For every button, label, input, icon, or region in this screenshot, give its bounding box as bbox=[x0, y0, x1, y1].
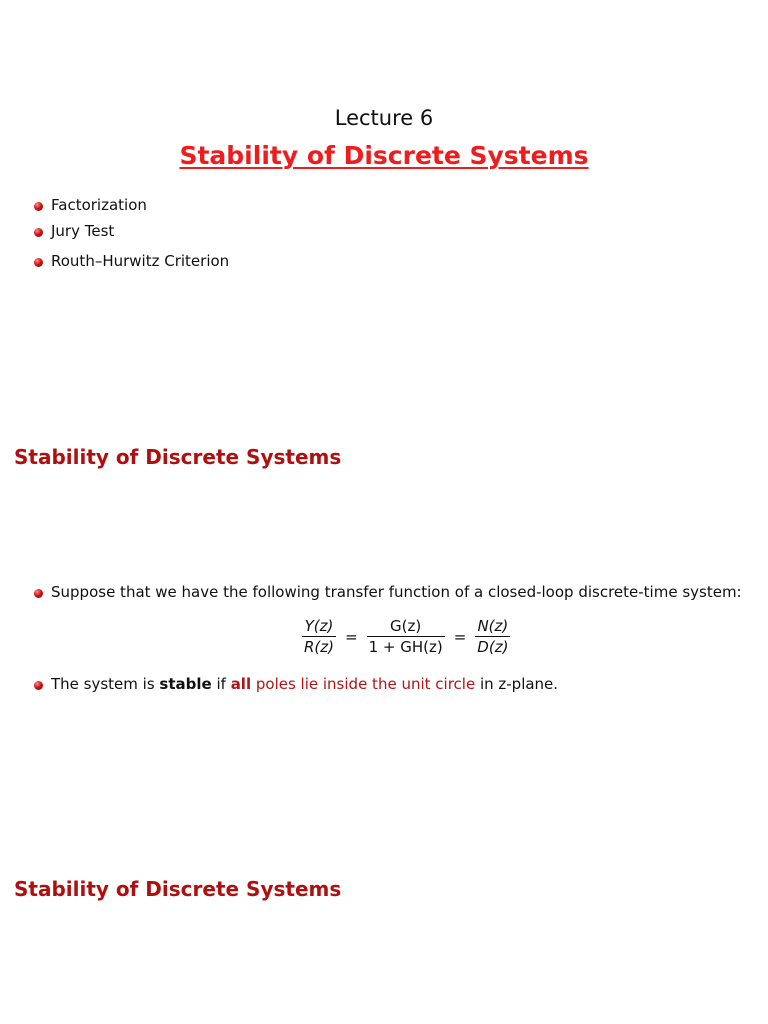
fraction-numerator: G(z) bbox=[390, 617, 422, 635]
equals-sign: = bbox=[345, 627, 358, 646]
bullet-ball-icon bbox=[34, 589, 43, 598]
all-keyword: all bbox=[230, 675, 252, 693]
fraction-numerator: Y(z) bbox=[304, 617, 334, 635]
transfer-function-equation bbox=[302, 617, 510, 656]
equals-sign: = bbox=[453, 627, 467, 646]
text-segment: if bbox=[211, 675, 231, 693]
list-item bbox=[34, 583, 742, 601]
bullet-ball-icon bbox=[34, 228, 43, 237]
poles-highlight: poles lie inside the unit circle bbox=[255, 675, 476, 693]
section-title: Stability of Discrete Systems bbox=[14, 445, 342, 469]
text-segment: in z-plane. bbox=[475, 675, 559, 693]
fraction-lhs bbox=[302, 617, 336, 656]
list-item bbox=[34, 196, 147, 214]
bullet-ball-icon bbox=[34, 681, 43, 690]
section-title: Stability of Discrete Systems bbox=[14, 877, 342, 901]
bullet-ball-icon bbox=[34, 202, 43, 211]
list-item bbox=[34, 675, 558, 693]
page-title: Stability of Discrete Systems bbox=[179, 141, 589, 170]
fraction-mid bbox=[367, 617, 445, 656]
fraction-denominator: D(z) bbox=[477, 638, 509, 656]
bullet-text: Routh–Hurwitz Criterion bbox=[51, 252, 230, 270]
list-item bbox=[34, 252, 229, 270]
bullet-text: Jury Test bbox=[51, 222, 115, 240]
bullet-text bbox=[51, 675, 558, 693]
bullet-text: Suppose that we have the following transfer function of a closed-loop discrete-time system: bbox=[51, 583, 742, 601]
text-segment: The system is bbox=[51, 675, 160, 693]
fraction-numerator: N(z) bbox=[477, 617, 509, 635]
bullet-text: Factorization bbox=[51, 196, 147, 214]
bullet-ball-icon bbox=[34, 258, 43, 267]
fraction-denominator: 1 + GH(z) bbox=[368, 638, 443, 656]
fraction-denominator: R(z) bbox=[304, 638, 334, 656]
list-item bbox=[34, 222, 114, 240]
stable-keyword: stable bbox=[159, 675, 212, 693]
lecture-label: Lecture 6 bbox=[334, 106, 434, 130]
fraction-rhs bbox=[475, 617, 510, 656]
